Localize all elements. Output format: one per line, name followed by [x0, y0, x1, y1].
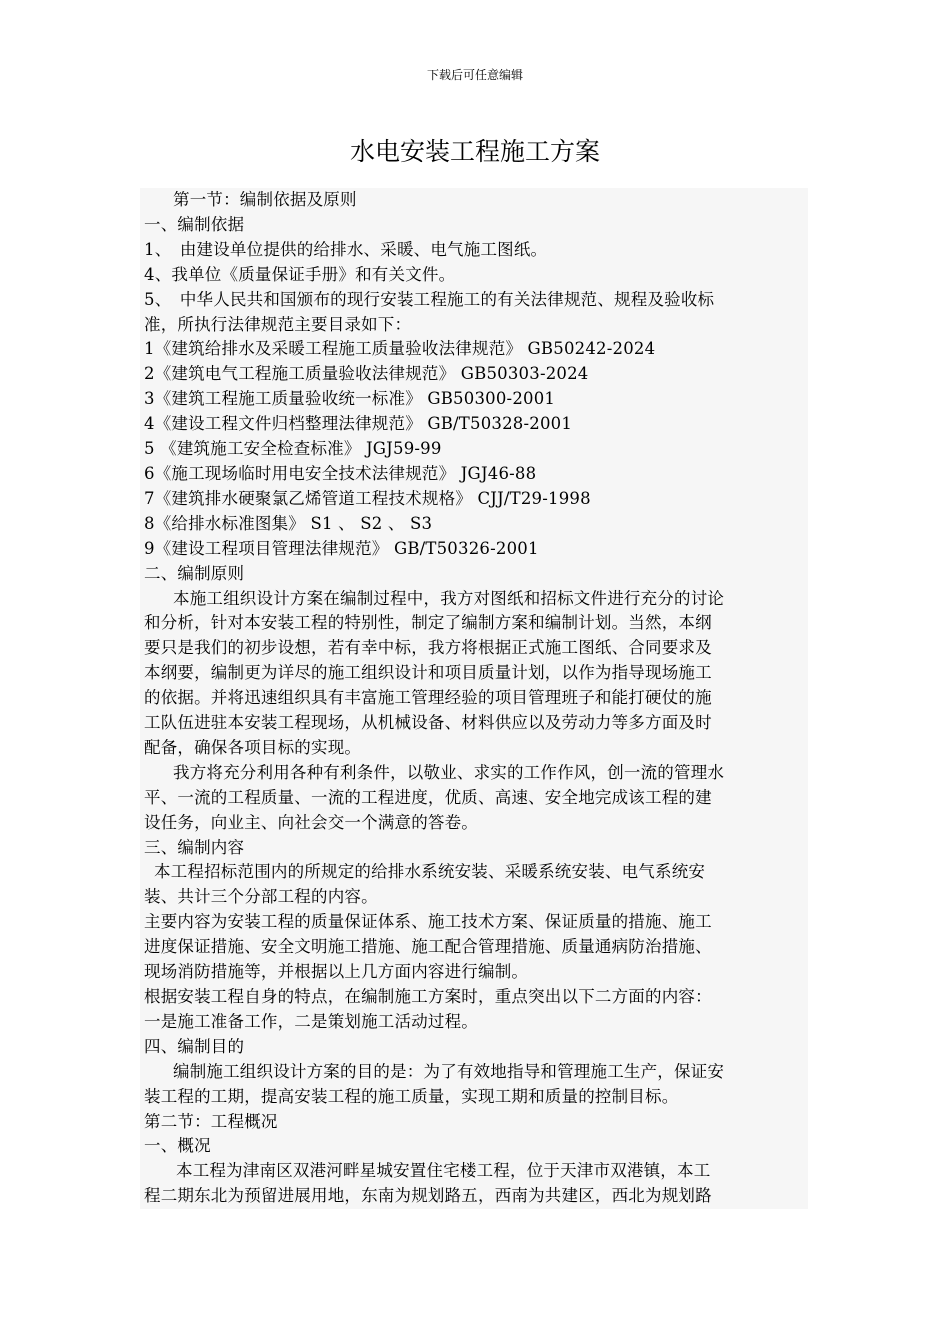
standard-item: 9《建设工程项目管理法律规范》 GB/T50326-2001: [144, 538, 539, 558]
subsection-heading: 三、编制内容: [144, 837, 245, 857]
subsection-heading: 一、概况: [144, 1136, 211, 1156]
paragraph-line: 平、一流的工程质量、一流的工程进度，优质、高速、安全地完成该工程的建: [144, 787, 712, 807]
list-item-continued: 准，所执行法律规范主要目录如下：: [144, 314, 412, 334]
subsection-heading: 四、编制目的: [144, 1036, 245, 1056]
page-header-note: 下载后可任意编辑: [426, 68, 523, 82]
paragraph-line: 主要内容为安装工程的质量保证体系、施工技术方案、保证质量的措施、施工: [144, 912, 712, 932]
standard-item: 7《建筑排水硬聚氯乙烯管道工程技术规格》 CJJ/T29-1998: [144, 488, 591, 508]
paragraph-line: 本工程为津南区双港河畔星城安置住宅楼工程，位于天津市双港镇，本工: [176, 1161, 711, 1181]
paragraph-line: 我方将充分利用各种有利条件，以敬业、求实的工作作风，创一流的管理水: [173, 762, 725, 782]
standard-item: 4《建设工程文件归档整理法律规范》 GB/T50328-2001: [144, 414, 573, 434]
paragraph-line: 本工程招标范围内的所规定的给排水系统安装、采暖系统安装、电气系统安: [154, 862, 706, 882]
list-item: 4、我单位《质量保证手册》和有关文件。: [144, 264, 456, 284]
paragraph-line: 进度保证措施、安全文明施工措施、施工配合管理措施、质量通病防治措施、: [144, 937, 712, 957]
paragraph-line: 本施工组织设计方案在编制过程中，我方对图纸和招标文件进行充分的讨论: [173, 588, 725, 608]
section-heading: 第一节：编制依据及原则: [173, 190, 357, 209]
standard-item: 6《施工现场临时用电安全技术法律规范》 JGJ46-88: [144, 463, 537, 483]
paragraph-line: 程二期东北为预留进展用地，东南为规划路五，西南为共建区，西北为规划路: [144, 1186, 712, 1206]
subsection-heading: 一、编制依据: [144, 214, 245, 234]
standard-item: 8《给排水标准图集》 S1 、 S2 、 S3: [144, 513, 433, 533]
paragraph-line: 和分析，针对本安装工程的特别性，制定了编制方案和编制计划。当然，本纲: [144, 613, 712, 633]
paragraph-line: 一是施工准备工作，二是策划施工活动过程。: [144, 1011, 478, 1031]
document-title: 水电安装工程施工方案: [349, 137, 600, 166]
list-item: 1、 由建设单位提供的给排水、采暖、电气施工图纸。: [144, 239, 548, 259]
list-item: 5、 中华人民共和国颁布的现行安装工程施工的有关法律规范、规程及验收标: [144, 289, 715, 309]
document-body: [140, 188, 808, 1209]
paragraph-line: 配备，确保各项目标的实现。: [144, 737, 362, 757]
paragraph-line: 装工程的工期，提高安装工程的施工质量，实现工期和质量的控制目标。: [144, 1086, 679, 1106]
paragraph-line: 设任务，向业主、向社会交一个满意的答卷。: [144, 812, 478, 832]
standard-item: 3《建筑工程施工质量验收统一标准》 GB50300-2001: [144, 389, 556, 409]
paragraph-line: 现场消防措施等，并根据以上几方面内容进行编制。: [144, 962, 529, 982]
standard-item: 2《建筑电气工程施工质量验收法律规范》 GB50303-2024: [144, 364, 589, 384]
standard-item: 5 《建筑施工安全检查标准》 JGJ59-99: [144, 439, 442, 459]
section-heading: 第二节：工程概况: [144, 1111, 278, 1131]
subsection-heading: 二、编制原则: [144, 563, 245, 583]
paragraph-line: 根据安装工程自身的特点，在编制施工方案时，重点突出以下二方面的内容：: [144, 987, 712, 1006]
paragraph-line: 要只是我们的初步设想，若有幸中标，我方将根据正式施工图纸、合同要求及: [144, 638, 712, 658]
paragraph-line: 装、共计三个分部工程的内容。: [144, 887, 378, 907]
paragraph-line: 的依据。并将迅速组织具有丰富施工管理经验的项目管理班子和能打硬仗的施: [144, 688, 712, 708]
paragraph-line: 编制施工组织设计方案的目的是：为了有效地指导和管理施工生产，保证安: [173, 1061, 725, 1081]
paragraph-line: 工队伍进驻本安装工程现场，从机械设备、材料供应以及劳动力等多方面及时: [144, 713, 712, 733]
standard-item: 1《建筑给排水及采暖工程施工质量验收法律规范》 GB50242-2024: [144, 339, 656, 359]
paragraph-line: 本纲要，编制更为详尽的施工组织设计和项目质量计划，以作为指导现场施工: [144, 663, 712, 683]
